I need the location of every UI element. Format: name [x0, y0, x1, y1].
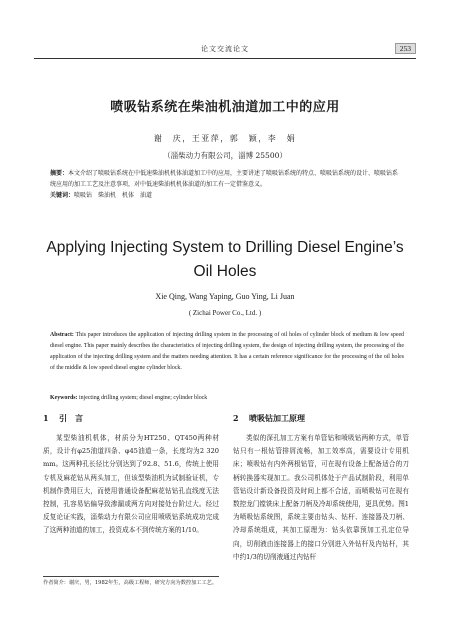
- abstract-en-text: This paper introduces the application of injecting drilling system in the processing of oil holes of cylinder block of medium & low speed diesel engine. This paper mainly describes the characteristics of injecting drilling system, the design of injecting drilling system, the processing of the application of the injecting drilling system and the matters needing attention. It has a certain reference significance for the processing of the oil holes of the middle & low speed diesel engine cylinder block.: [50, 332, 405, 371]
- title-english: Applying Injecting System to Drilling Diesel Engine’s Oil Holes: [46, 239, 404, 280]
- section-2-body: 类似的深孔加工方案有单管钻和喷吸钻两种方式，单管钻只有一根钻管排屑流畅，加工效率高，需要设计专用机床；喷吸钻有内外两根钻管，可在现有设备上配备适合的刀柄转换器实现加工。我公司机体处于产品试制阶段，利用单管钻设计新设备投资及时间上都不合适，而喷吸钻可在现有数控龙门镗铣床上配备刀柄及冷却系统使用，更具优势。图1为喷吸钻系统图，系统主要由钻头、钻杆、连接器及刀柄、冷却系统组成，其加工原理为：钻头依靠预加工孔定位导向，切削液由连接器上的接口分别进入外钻杆及内钻杆，其中约1/3的切削液通过内钻杆: [233, 434, 409, 561]
- affiliation-english: ( Zichai Power Co., Ltd. ): [188, 309, 262, 317]
- abstract-cn-text: 本文介绍了喷吸钻系统在中低速柴油机机体油道加工中的应用，主要讲述了喷吸钻系统的特点、喷吸钻系统的设计、喷吸钻系统应用的加工工艺及注意事项，对中低速柴油机机体油道的加工有一定借鉴意义。: [50, 170, 399, 188]
- section-1-number: 1: [43, 413, 49, 423]
- section-2-heading: [233, 412, 409, 426]
- section-2-title: 喷吸钻加工原理: [249, 413, 305, 423]
- section-2-number: 2: [233, 413, 239, 423]
- affiliation-chinese: （淄柴动力有限公司，淄博 25500）: [163, 151, 287, 160]
- keywords-cn-text: 喷吸钻 柴油机 机体 油道: [74, 192, 153, 199]
- keywords-en-label: Keywords:: [50, 395, 78, 401]
- abstract-cn-label: 摘要：: [50, 170, 69, 177]
- column-left: [43, 412, 219, 538]
- journal-name: 论文交流论文: [201, 45, 249, 53]
- page-number: 253: [395, 43, 416, 54]
- keywords-en-text: injecting drilling system; diesel engine; cylinder block: [78, 395, 208, 401]
- title-chinese: 喷吸钻系统在柴油机油道加工中的应用: [110, 100, 340, 115]
- keywords-english: [50, 395, 404, 401]
- section-1-heading: [43, 412, 219, 426]
- abstract-en-label: Abstract:: [50, 332, 74, 338]
- authors-chinese: 谢 庆，王亚萍，郭 颖，李 娟: [153, 134, 297, 143]
- authors-english: Xie Qing, Wang Yaping, Guo Ying, Li Juan: [155, 292, 295, 301]
- section-1-title: 引 言: [59, 413, 83, 423]
- author-footnote: 作者简介：谢庆，男，1982年生，高级工程师，研究方向为数控加工工艺。: [43, 576, 219, 586]
- keywords-cn-label: 关键词：: [50, 192, 75, 199]
- section-1-body: 某型柴油机机体，材质分为HT250、QT450两种材质，设计有φ25油道四条、φ45油道一条，长度均为2 320 mm。这两种孔长径比分别达到了92.8、51.6，传统上使用专机及麻花钻从两头加工，但该型柴油机为试制验证机，专机制作费用巨大，而使用普通设备配麻花钻钻孔直线度无法控制，孔容易钻偏导致渗漏或两方向对接处台阶过大。经过反复论证实践，淄柴动力有限公司应用喷吸钻系统成功完成了这两种油道的加工，投资成本不到传统方案的1/10。: [43, 434, 219, 535]
- column-right: [233, 412, 409, 564]
- abstract-english: [50, 330, 404, 374]
- running-header: [34, 44, 416, 59]
- abstract-chinese: [50, 168, 404, 201]
